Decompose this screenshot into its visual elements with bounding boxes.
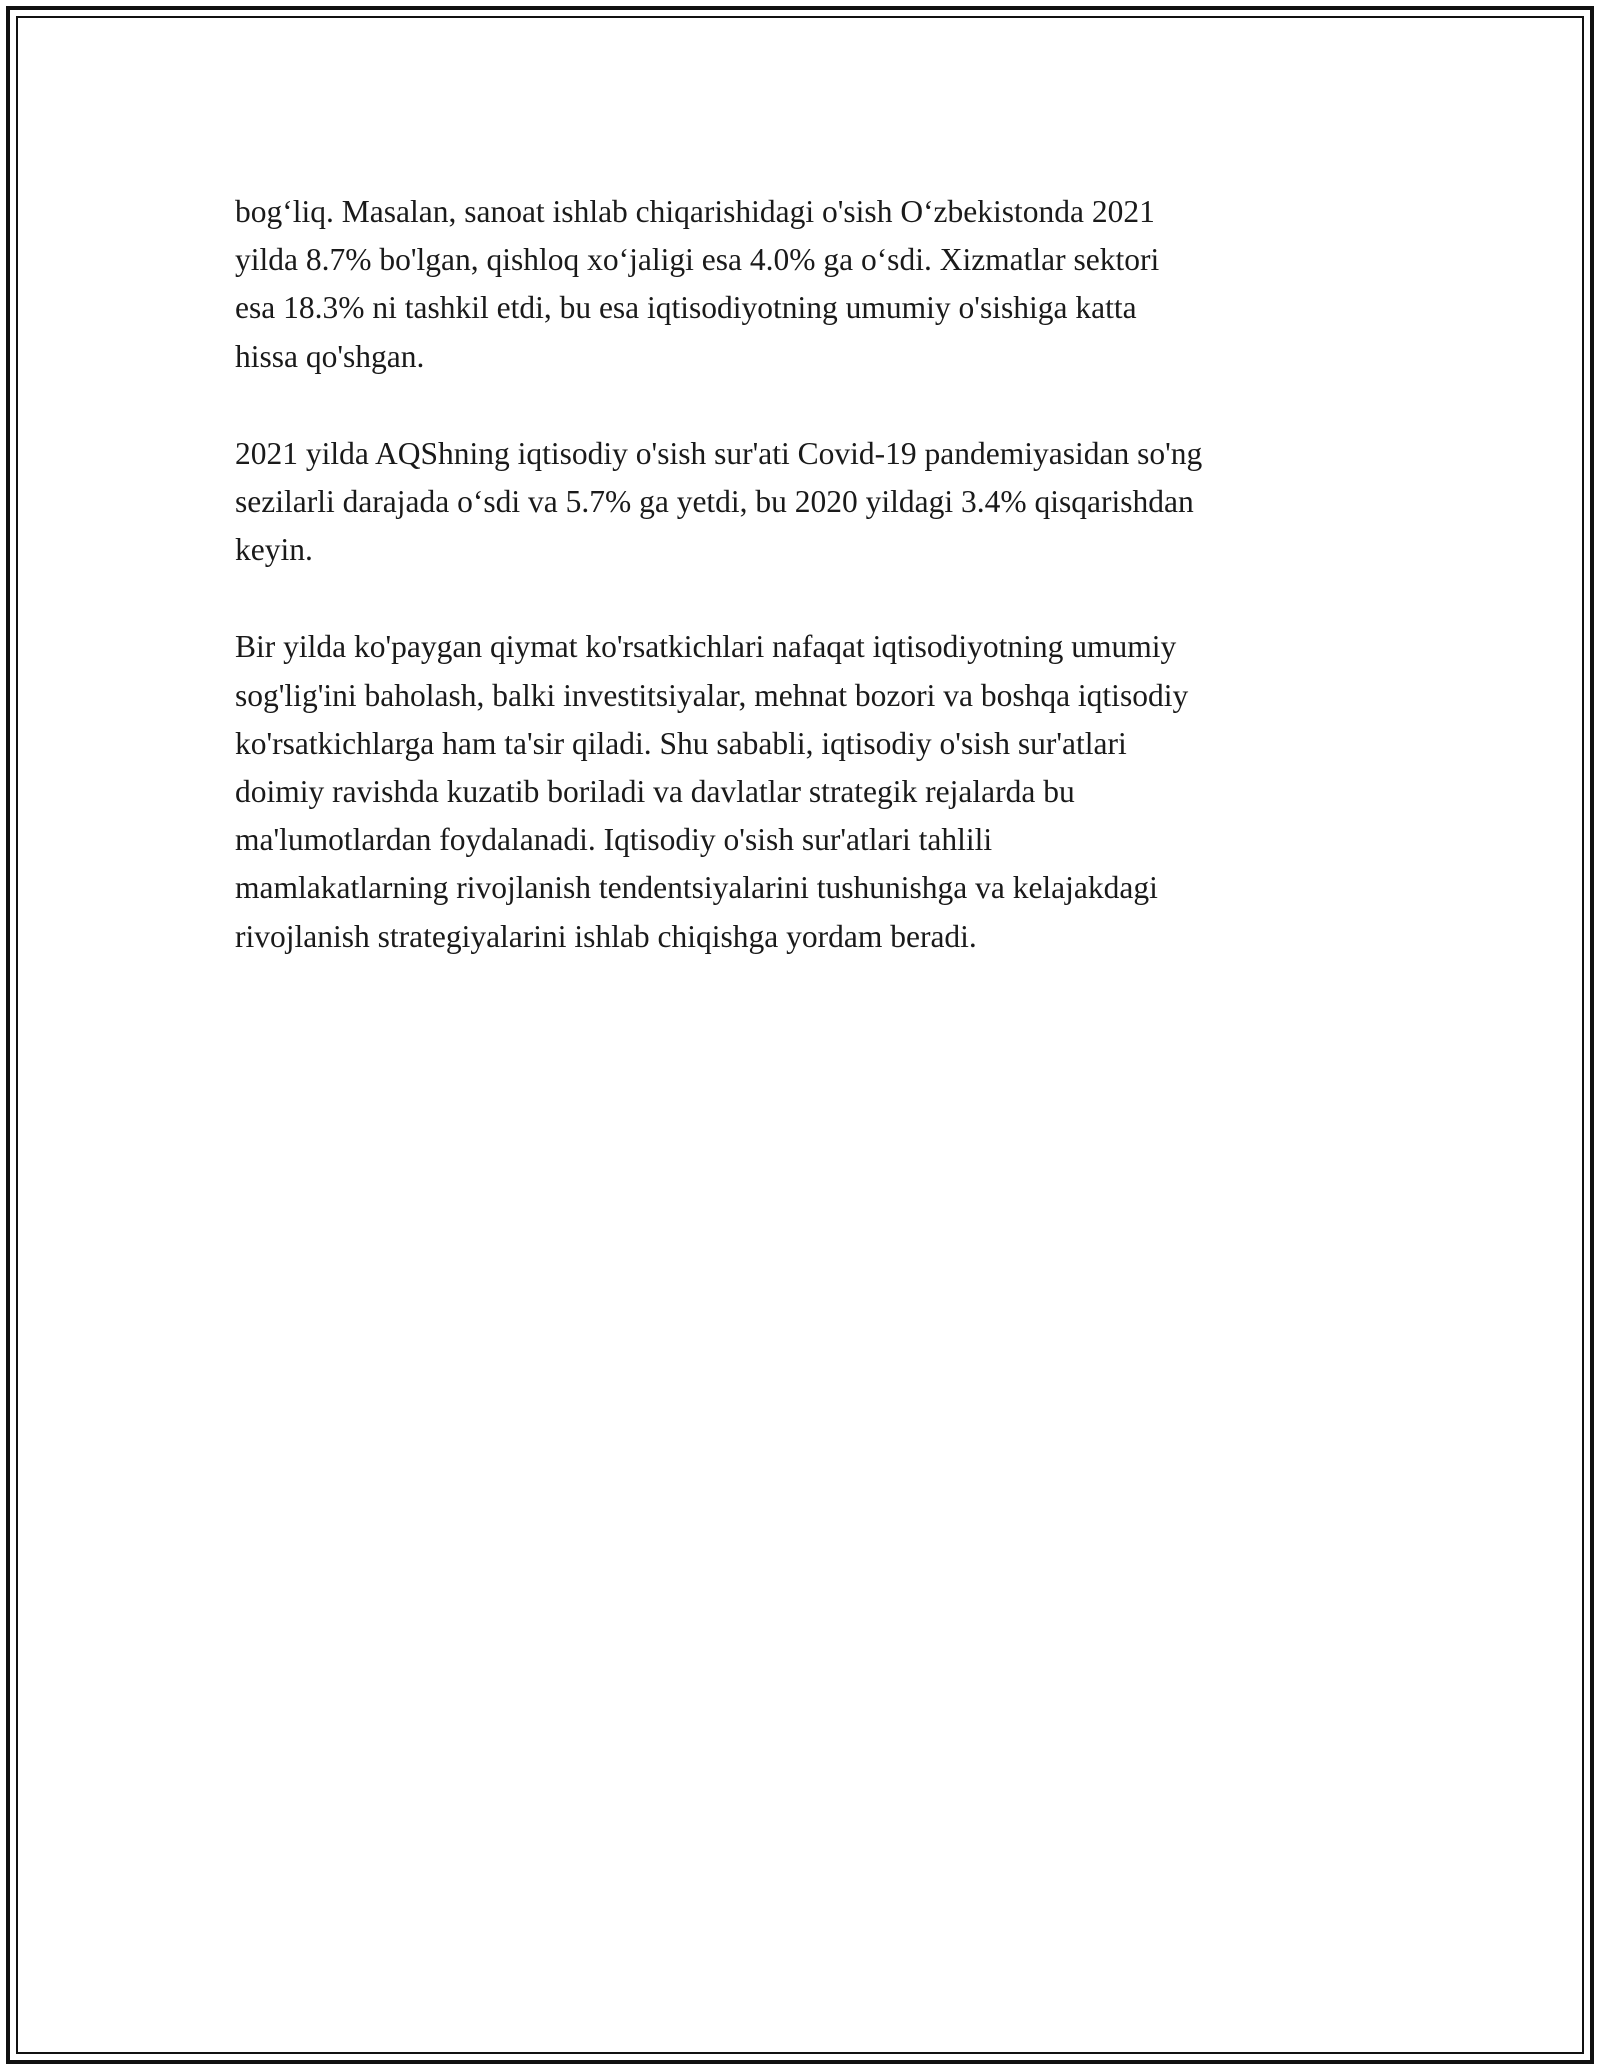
paragraph-2: 2021 yilda AQShning iqtisodiy o'sish sur'ati Covid-19 pandemiyasidan so'ng sezilarli darajada o‘sdi va 5.7% ga yetdi, bu 2020 yildagi 3.4% qisqarishdan keyin. — [235, 435, 1203, 568]
paragraph-1: bog‘liq. Masalan, sanoat ishlab chiqarishidagi o'sish O‘zbekistonda 2021 yilda 8.7% bo'lgan, qishloq xo‘jaligi esa 4.0% ga o‘sdi. Xizmatlar sektori esa 18.3% ni tashkil etdi, bu esa iqtisodiyotning umumiy o'sishiga katta hissa qo'shgan. — [235, 194, 1160, 374]
paragraph-3: Bir yilda ko'paygan qiymat ko'rsatkichlari nafaqat iqtisodiyotning umumiy sog'lig'ini baholash, balki investitsiyalar, mehnat bozori va boshqa iqtisodiy ko'rsatkichlarga ham ta'sir qiladi. Shu sababli, iqtisodiy o'sish sur'atlari doimiy ravishda kuzatib boriladi va davlatlar strategik rejalarda bu ma'lumotlardan foydalanadi. Iqtisodiy o'sish sur'atlari tahlili mamlakatlarning rivojlanish tendentsiyalarini tushunishga va kelajakdagi rivojlanish strategiyalarini ishlab chiqishga yordam beradi. — [235, 629, 1189, 954]
document-body — [235, 188, 1375, 1010]
